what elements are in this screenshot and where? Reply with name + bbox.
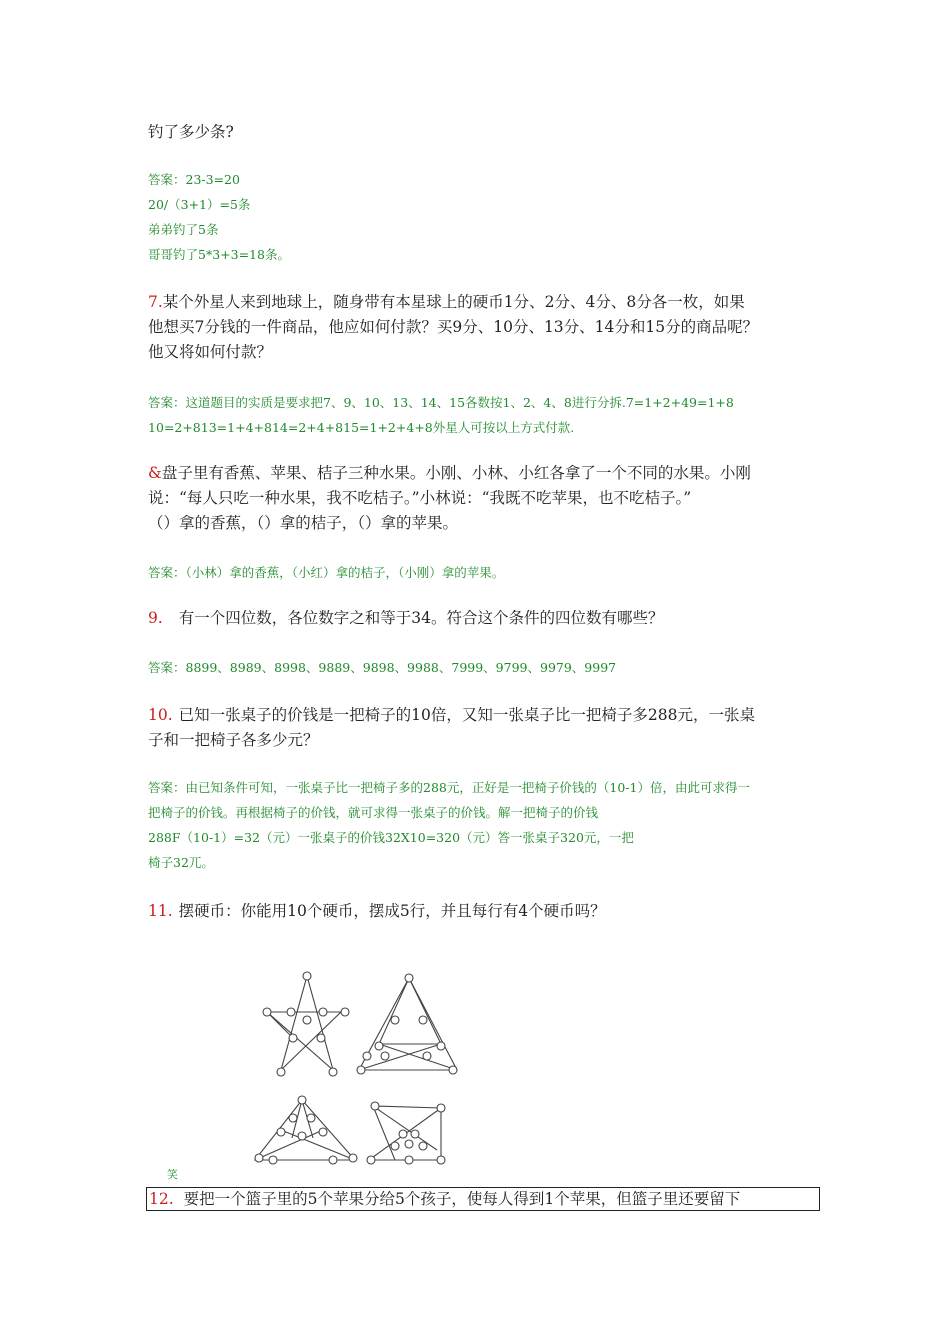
question-number: 10.: [148, 706, 173, 724]
answer-line: 答案：8899、8989、8998、9889、9898、9988、7999、9799、9979、9997: [148, 660, 617, 675]
answer-line: 把椅子的价钱。再根据椅子的价钱，就可求得一张桌子的价钱。解一把椅子的价钱: [148, 805, 599, 820]
question-number: 7.: [148, 293, 163, 311]
answer-line: 10=2+813=1+4+814=2+4+815=1+2+4+8外星人可按以上方式付款.: [148, 420, 575, 435]
question-number: &: [148, 464, 162, 482]
question-number: 11.: [148, 902, 173, 920]
answer-9: [148, 655, 828, 680]
answer-7: [148, 390, 828, 440]
answer-line: 288F（10-1）=32（元）一张桌子的价钱32X10=320（元）答一张桌子320元，一把: [148, 830, 634, 845]
answer-line: 答案：这道题目的实质是要求把7、9、10、13、14、15各数按1、2、4、8进行分拆.7=1+2+49=1+8: [148, 395, 734, 410]
answer-line: 答案：23-3=20: [148, 172, 240, 187]
answer-10: [148, 775, 828, 875]
coin-arrangement-figure: [245, 968, 465, 1178]
answer-line: 答案：（小林）拿的香蕉，（小红）拿的桔子，（小刚）拿的苹果。: [148, 565, 505, 580]
q6-tail: 钓了多少条?: [148, 123, 234, 141]
answer-line: 哥哥钓了5*3+3=18条。: [148, 247, 290, 262]
answer-line: 椅子32兀。: [148, 855, 214, 870]
figure-mark: 笑: [167, 1168, 178, 1181]
answer-line: 20/（3+1）=5条: [148, 197, 251, 212]
answer-6: [148, 167, 828, 267]
question-10: 10. 已知一张桌子的价钱是一把椅子的10倍，又知一张桌子比一把椅子多288元，一张桌 子和一把椅子各多少元？: [148, 706, 755, 749]
answer-8: [148, 560, 828, 585]
coin-diagram: [245, 968, 465, 1178]
answer-line: 弟弟钓了5条: [148, 222, 219, 237]
question-8: &盘子里有香蕉、苹果、桔子三种水果。小刚、小林、小红各拿了一个不同的水果。小刚 说：“每人只吃一种水果，我不吃桔子。”小林说：“我既不吃苹果，也不吃桔子。” （）拿的香蕉，（）拿的桔子，（）拿的苹果。: [148, 464, 751, 532]
question-11: 11. 摆硬币：你能用10个硬币，摆成5行，并且每行有4个硬币吗？: [148, 902, 606, 920]
question-number: 9.: [148, 609, 163, 627]
question-9: 9. 有一个四位数，各位数字之和等于34。符合这个条件的四位数有哪些？: [148, 609, 664, 627]
answer-line: 答案：由已知条件可知，一张桌子比一把椅子多的288元，正好是一把椅子价钱的（10-1）倍，由此可求得一: [148, 780, 750, 795]
question-7: 7.某个外星人来到地球上，随身带有本星球上的硬币1分、2分、4分、8分各一枚，如果 他想买7分钱的一件商品，他应如何付款？买9分、10分、13分、14分和15分的商品呢？ 他又将如何付款？: [148, 293, 759, 361]
question-number: 12.: [149, 1190, 174, 1208]
question-12: 12. 要把一个篮子里的5个苹果分给5个孩子，使每人得到1个苹果，但篮子里还要留下: [146, 1187, 820, 1211]
